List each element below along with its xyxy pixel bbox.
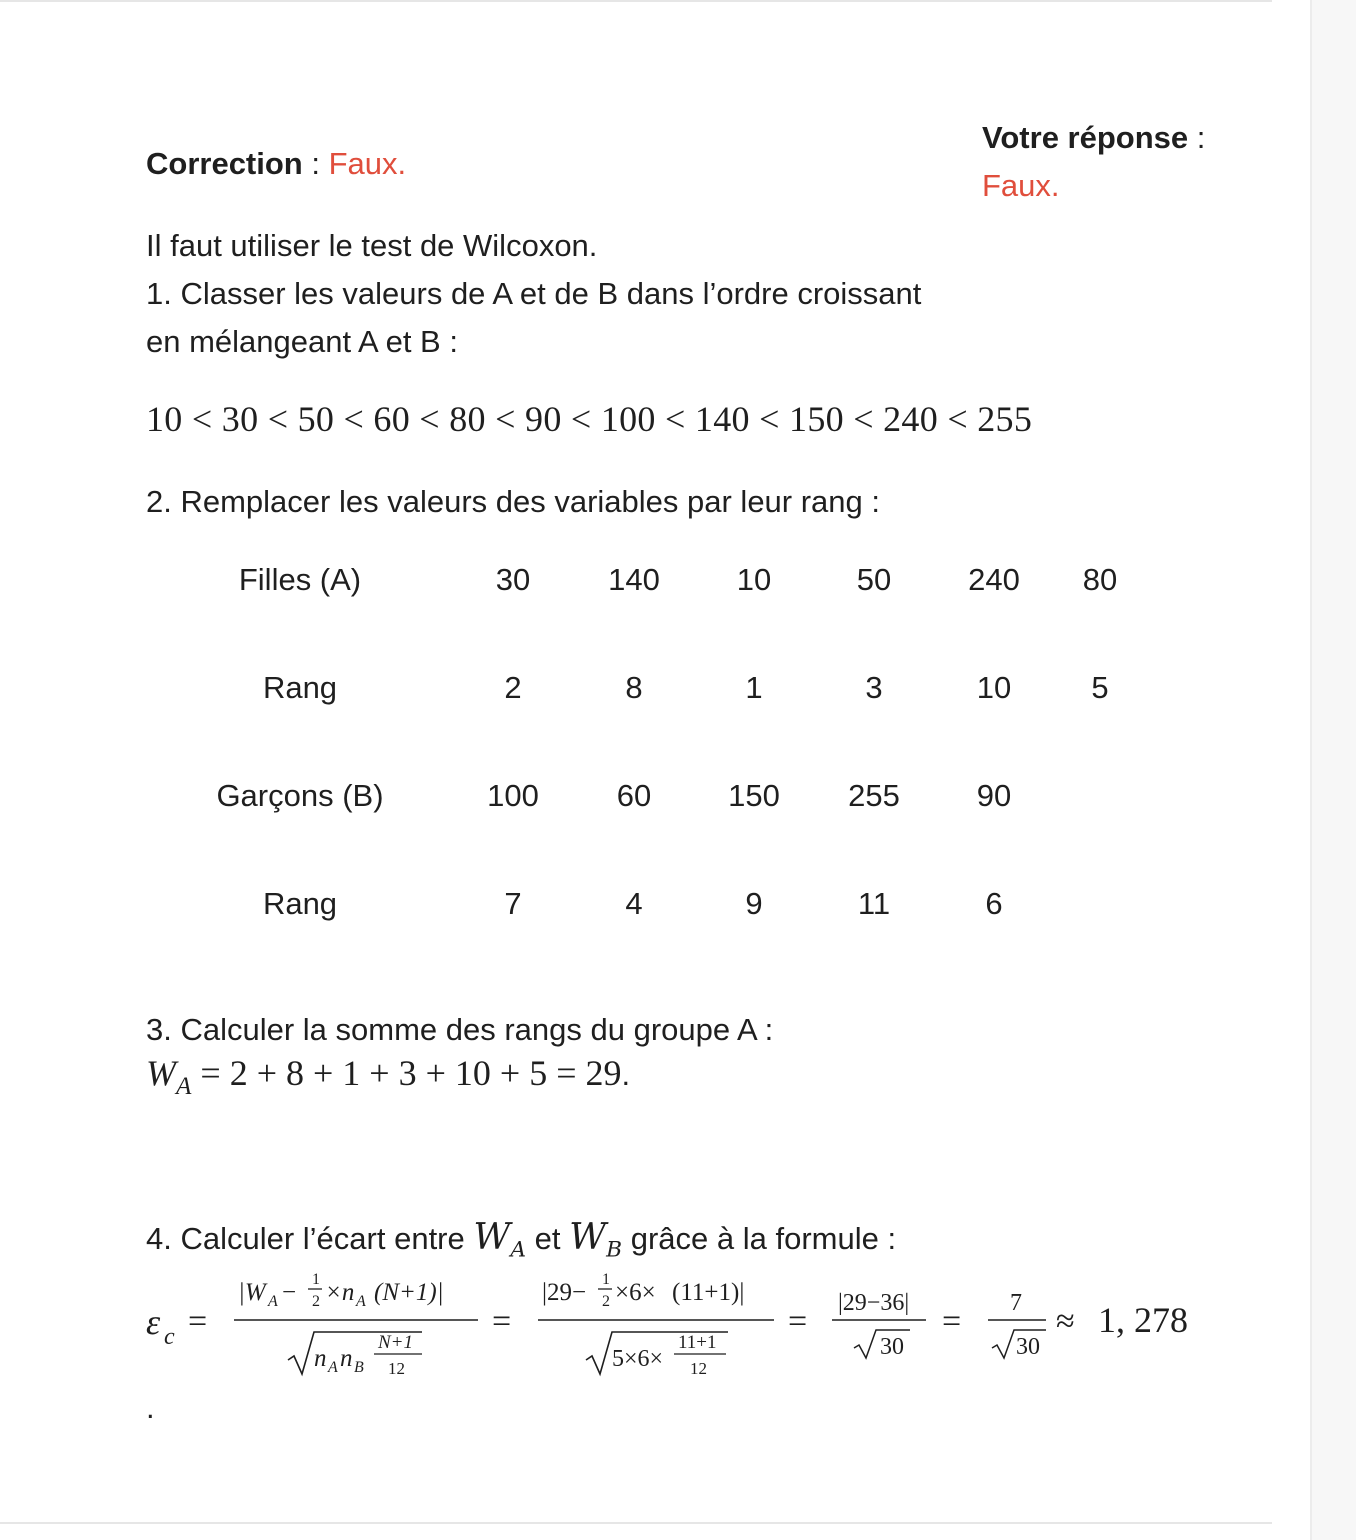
correction-line xyxy=(146,146,406,182)
table-cell: 2 xyxy=(504,670,522,705)
table-cell: 5 xyxy=(1091,670,1109,705)
correction-sep: : xyxy=(302,146,329,181)
table-cell: 7 xyxy=(504,886,522,921)
f1-num-tail-sub: A xyxy=(356,1293,366,1310)
sum-end: . xyxy=(621,1057,631,1092)
table-cell: 1 xyxy=(745,670,763,705)
formula-eq-2: = xyxy=(492,1303,512,1340)
intro-line: Il faut utiliser le test de Wilcoxon. xyxy=(146,228,598,263)
table-cell: 30 xyxy=(495,562,531,597)
f1-den-frac-n: N+1 xyxy=(378,1332,413,1353)
table-cell: 90 xyxy=(976,778,1012,813)
sum-equation xyxy=(146,1052,630,1101)
f2-den-frac-n: 11+1 xyxy=(678,1332,717,1353)
formula-eps: ε xyxy=(146,1302,161,1342)
correction-value: Faux. xyxy=(328,146,407,181)
f1-num-w: |W xyxy=(238,1279,266,1306)
sum-rhs: = 2 + 8 + 1 + 3 + 10 + 5 = 29 xyxy=(191,1053,622,1093)
ordered-values: 10 < 30 < 50 < 60 < 80 < 90 < 100 < 140 < 150 < 240 < 255 xyxy=(146,399,1033,439)
f1-num-sub: A xyxy=(268,1293,278,1310)
step4-w2: W xyxy=(569,1217,607,1258)
f2-den-frac-d: 12 xyxy=(690,1359,707,1378)
f1-den-n: n xyxy=(314,1345,327,1372)
top-divider xyxy=(0,0,1272,2)
sum-lhs-sub: A xyxy=(176,1072,192,1100)
table-cell: 4 xyxy=(625,886,643,921)
step4-mid: et xyxy=(526,1221,570,1256)
step4-pre: 4. Calculer l’écart entre xyxy=(146,1221,474,1256)
correction-label: Correction xyxy=(146,146,303,181)
f1-num-tail: ×n xyxy=(325,1279,355,1306)
answer-label: Votre réponse xyxy=(982,120,1189,155)
step1-line2: en mélangeant A et B : xyxy=(146,324,458,359)
table-cell: 150 xyxy=(728,778,780,813)
formula-result: 1, 278 xyxy=(1098,1300,1188,1340)
f4-den: 30 xyxy=(1016,1334,1040,1360)
f1-den-b: B xyxy=(354,1359,364,1376)
f1-den-frac-d: 12 xyxy=(388,1359,405,1378)
step4-wa-sub: A xyxy=(510,1237,527,1263)
row-label-garcons: Garçons (B) xyxy=(216,778,384,813)
f2-half-d: 2 xyxy=(602,1293,610,1310)
table-cell: 9 xyxy=(745,886,763,921)
f2-den: 5×6× xyxy=(612,1346,664,1372)
table-cell: 240 xyxy=(968,562,1020,597)
step4-w: W xyxy=(473,1217,511,1258)
table-cell: 60 xyxy=(616,778,652,813)
row-label-filles: Filles (A) xyxy=(238,562,362,597)
table-cell: 11 xyxy=(857,886,891,921)
wilcoxon-formula xyxy=(142,1260,1202,1390)
row-label-rang-b: Rang xyxy=(262,886,338,921)
answer-sep: : xyxy=(1188,120,1206,155)
bottom-divider xyxy=(0,1522,1272,1524)
sum-lhs: W xyxy=(146,1053,176,1093)
f2-num-b: ×6× xyxy=(615,1279,656,1306)
row-label-rang-a: Rang xyxy=(262,670,338,705)
right-scroll-gutter xyxy=(1310,0,1356,1540)
final-dot: . xyxy=(146,1390,155,1425)
table-cell: 8 xyxy=(625,670,643,705)
f1-num-minus: − xyxy=(282,1279,297,1306)
f4-num: 7 xyxy=(1010,1290,1022,1316)
f2-num-c: (11+1)| xyxy=(672,1279,745,1306)
f1-den-a: A xyxy=(328,1359,338,1376)
table-cell: 140 xyxy=(608,562,660,597)
step1-line1: 1. Classer les valeurs de A et de B dans l’ordre croissant xyxy=(146,276,922,311)
answer-value: Faux. xyxy=(982,168,1060,203)
formula-eps-sub: c xyxy=(164,1324,175,1350)
step2-text: 2. Remplacer les valeurs des variables par leur rang : xyxy=(146,484,881,519)
formula-approx: ≈ xyxy=(1056,1303,1075,1340)
formula-eq-3: = xyxy=(788,1303,808,1340)
f2-half-n: 1 xyxy=(602,1271,610,1288)
table-cell: 10 xyxy=(976,670,1012,705)
table-cell: 3 xyxy=(865,670,883,705)
f2-num-a: |29− xyxy=(542,1279,587,1306)
table-cell: 10 xyxy=(736,562,772,597)
f3-num: |29−36| xyxy=(838,1290,910,1316)
step4-wb-sub: B xyxy=(606,1237,623,1263)
f1-den-n2: n xyxy=(340,1345,353,1372)
f1-half-d: 2 xyxy=(312,1293,320,1310)
f1-num-paren: (N+1)| xyxy=(374,1279,444,1306)
formula-eq-1: = xyxy=(188,1303,208,1340)
table-cell: 100 xyxy=(487,778,539,813)
explanation-text xyxy=(146,222,921,366)
table-cell: 80 xyxy=(1082,562,1118,597)
table-cell: 255 xyxy=(848,778,900,813)
table-cell: 6 xyxy=(985,886,1003,921)
formula-eq-4: = xyxy=(942,1303,962,1340)
f1-half-n: 1 xyxy=(312,1271,320,1288)
table-cell: 50 xyxy=(856,562,892,597)
step3-text: 3. Calculer la somme des rangs du groupe A : xyxy=(146,1012,774,1047)
step4-post: grâce à la formule : xyxy=(622,1221,897,1256)
f3-den: 30 xyxy=(880,1334,904,1360)
your-answer xyxy=(982,114,1205,210)
